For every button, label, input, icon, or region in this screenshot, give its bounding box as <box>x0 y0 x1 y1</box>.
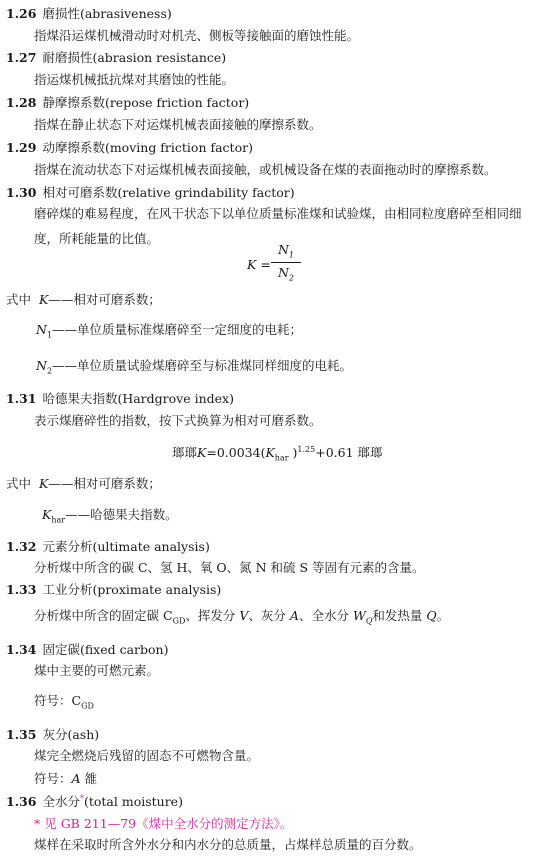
entry-1-28-def: 指煤在静止状态下对运煤机械表面接触的摩擦系数。 <box>34 117 322 132</box>
entry-1-33-def: 分析煤中所含的固定碳 $C_{GD}$、挥发分 V、灰分 A、全水分 $W_Q$和发热量 Q。 <box>34 608 450 626</box>
entry-1-35-def: 煤完全燃烧后残留的固态不可燃物含量。 <box>34 748 260 763</box>
symbol-w: $W_Q$ <box>352 608 373 626</box>
entry-1-30-def: 磨碎煤的难易程度，在风干状态下以单位质量标准煤和试验煤，由相同粒度磨碎至相同细度，所耗能量的比值。 <box>34 206 522 246</box>
entry-1-36-term: 1.36 全水分*(total moisture) <box>6 793 183 809</box>
where-n2-line: $N_2——$单位质量试验煤磨碎至与标准煤同样细度的电耗。 <box>36 358 353 376</box>
symbol-cgd: $C_{GD}$ <box>163 608 186 626</box>
entry-1-33-term: 1.33 工业分析(proximate analysis) <box>6 582 222 597</box>
entry-1-32-def: 分析煤中所含的碳 C、氢 H、氧 O、氮 N 和硫 S 等固有元素的含量。 <box>34 560 425 575</box>
entry-1-31-term: 1.31 哈德果夫指数(Hardgrove index) <box>6 391 234 406</box>
fraction-bar <box>271 262 301 263</box>
where-n1-line: $N_1——$单位质量标准煤磨碎至一定细度的电耗； <box>36 322 303 340</box>
entry-1-32-term: 1.32 元素分析(ultimate analysis) <box>6 539 210 554</box>
entry-1-27-term: 1.27 耐磨损性(abrasion resistance) <box>6 50 227 65</box>
entry-1-34-term: 1.34 固定碳(fixed carbon) <box>6 642 169 657</box>
entry-1-34-def: 煤中主要的可燃元素。 <box>34 663 160 678</box>
where131-kh-line: $K_{har}——$哈德果夫指数。 <box>42 507 178 525</box>
formula-k: K = <box>247 257 271 272</box>
formula-fraction <box>268 242 304 282</box>
entry-1-26-term: 1.26 磨损性(abrasiveness) <box>6 6 172 21</box>
entry-1-36-footnote: * 见 GB 211—79《煤中全水分的测定方法》。 <box>34 816 293 831</box>
where-k-line: 式中 K——相对可磨系数； <box>6 292 161 307</box>
entry-1-29-term: 1.29 动摩擦系数(moving friction factor) <box>6 140 253 155</box>
entry-1-30-term: 1.30 相对可磨系数(relative grindability factor) <box>6 185 295 200</box>
formula-hardgrove: 瑯瑯$K=0.0034(K_{har}$ )$^{1.25}$+0.61 瑯瑯 <box>172 444 383 463</box>
entry-1-31-def: 表示煤磨碎性的指数，按下式换算为相对可磨系数。 <box>34 413 322 428</box>
entry-1-28-term: 1.28 静摩擦系数(repose friction factor) <box>6 95 250 110</box>
entry-1-35-symbol: 符号：A 雒 <box>34 771 98 786</box>
entry-1-27-def: 指运煤机械抵抗煤对其磨蚀的性能。 <box>34 72 235 87</box>
entry-1-36-def: 煤样在采取时所含外水分和内水分的总质量，占煤样总质量的百分数。 <box>34 837 422 852</box>
fraction-numerator: $N_1$ <box>277 242 295 260</box>
entry-1-34-symbol: 符号：$C_{GD}$ <box>34 693 94 711</box>
entry-1-26-def: 指煤沿运煤机械滑动时对机壳、侧板等接触面的磨蚀性能。 <box>34 28 360 43</box>
fraction-denominator: $N_2$ <box>277 264 295 282</box>
where131-k-line: 式中 K——相对可磨系数； <box>6 476 161 491</box>
entry-1-35-term: 1.35 灰分(ash) <box>6 727 100 742</box>
entry-1-29-def: 指煤在流动状态下对运煤机械表面接触，或机械设备在煤的表面拖动时的摩擦系数。 <box>34 162 497 177</box>
